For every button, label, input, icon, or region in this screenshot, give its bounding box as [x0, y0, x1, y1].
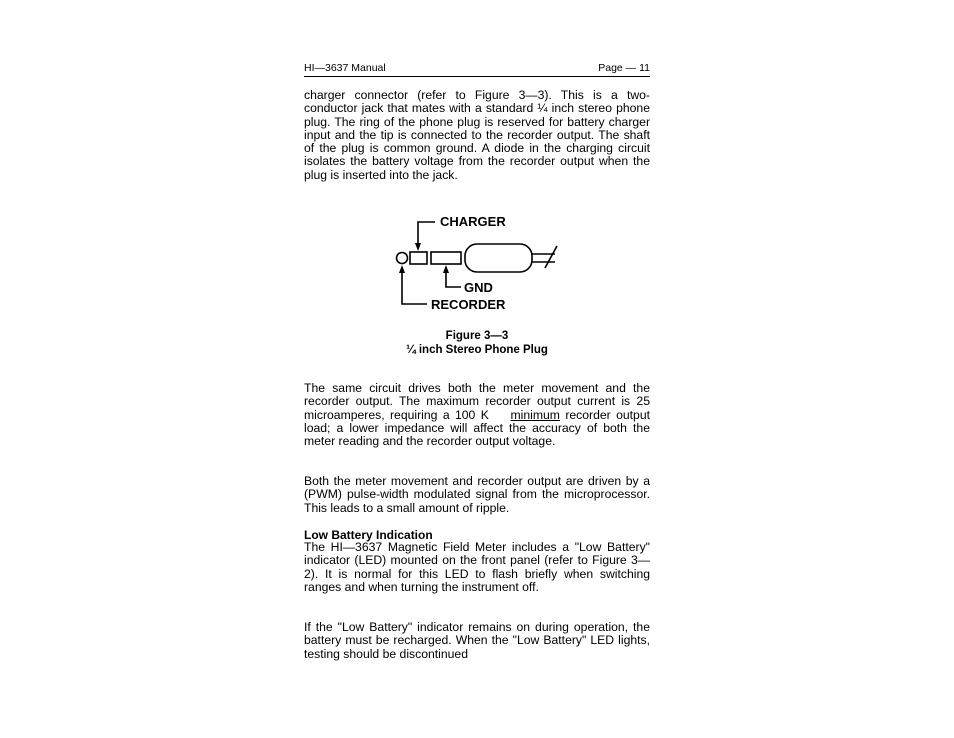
- underlined-minimum: minimum: [510, 407, 560, 422]
- charger-label: CHARGER: [440, 214, 506, 229]
- manual-title: HI—3637 Manual: [304, 62, 386, 74]
- gnd-arrow: [443, 265, 449, 273]
- paragraph-recharge: If the "Low Battery" indicator remains on during operation, the battery must be recharged. When the "Low Battery" LED lights, testing should be discontinued: [304, 620, 650, 661]
- charger-arrow: [415, 243, 421, 251]
- paragraph-low-battery: The HI—3637 Magnetic Field Meter includes a "Low Battery" indicator (LED) mounted on the front panel (refer to Figure 3—2). It is normal for this LED to flash briefly when switching ranges and when turning the instrument off.: [304, 540, 650, 594]
- shaft-rect: [431, 252, 461, 264]
- figure-caption: [304, 329, 650, 357]
- paragraph-meter-text-b: recorder output load; a lower impedance will affect the accuracy of both the meter reading and the recorder output voltage.: [304, 407, 650, 449]
- recorder-label: RECORDER: [431, 297, 506, 312]
- ring-rect: [410, 252, 427, 264]
- page-number: Page — 11: [598, 62, 650, 74]
- paragraph-meter-text-a: The same circuit drives both the meter movement and the recorder output. The maximum recorder output current is 25 microamperes, requiring a 100 K: [304, 381, 650, 422]
- recorder-arrow: [399, 265, 405, 273]
- phone-plug-diagram: [380, 210, 580, 320]
- paragraph-meter-movement: [304, 382, 650, 448]
- figure-number: Figure 3—3: [445, 330, 509, 342]
- paragraph-pwm: Both the meter movement and recorder output are driven by a (PWM) pulse-width modulated signal from the microprocessor. This leads to a small amount of ripple.: [304, 474, 650, 515]
- page-header: [304, 62, 650, 77]
- section-heading-low-battery: Low Battery Indication: [304, 528, 433, 542]
- tip-circle: [397, 253, 408, 264]
- phone-plug-svg: [380, 210, 580, 320]
- plug-body: [465, 244, 532, 272]
- paragraph-charger-connector: charger connector (refer to Figure 3—3). This is a two-conductor jack that mates with a standard ¼ inch stereo phone plug. The ring of the phone plug is reserved for battery charger input and the tip is connected to the recorder output. The shaft of the plug is common ground. A diode in the charging circuit isolates the battery voltage from the recorder output when the plug is inserted into the jack.: [304, 88, 650, 182]
- figure-title: ¼ inch Stereo Phone Plug: [406, 344, 548, 356]
- gnd-label: GND: [464, 280, 493, 295]
